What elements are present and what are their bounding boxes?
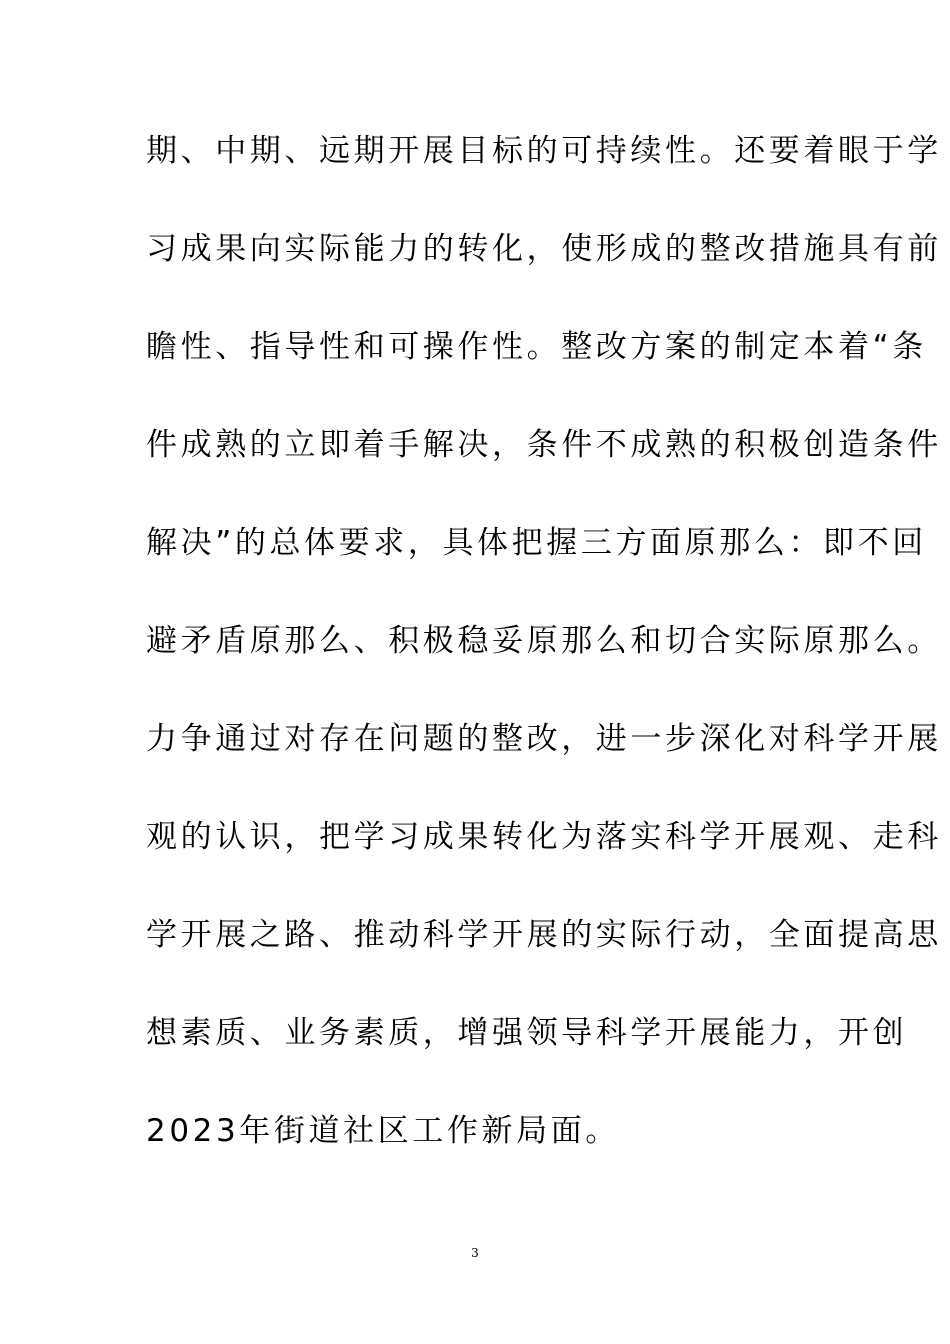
text-line: 期、中期、远期开展目标的可持续性。还要着眼于学: [146, 133, 942, 169]
text-line: 2023年街道社区工作新局面。: [146, 1113, 620, 1149]
text-line: 解决”的总体要求，具体把握三方面原那么：即不回: [146, 525, 927, 561]
text-line: 避矛盾原那么、积极稳妥原那么和切合实际原那么。: [146, 623, 942, 659]
text-line: 学开展之路、推动科学开展的实际行动，全面提高思: [146, 917, 942, 953]
body-text: [146, 118, 942, 1196]
text-line: 力争通过对存在问题的整改，进一步深化对科学开展: [146, 721, 942, 757]
text-line: 观的认识，把学习成果转化为落实科学开展观、走科: [146, 819, 942, 855]
page-number: 3: [471, 1246, 479, 1260]
text-line: 习成果向实际能力的转化，使形成的整改措施具有前: [146, 231, 942, 267]
text-line: 想素质、业务素质，增强领导科学开展能力，开创: [146, 1015, 908, 1051]
text-line: 瞻性、指导性和可操作性。整改方案的制定本着“条: [146, 329, 927, 365]
text-line: 件成熟的立即着手解决，条件不成熟的积极创造条件: [146, 427, 942, 463]
